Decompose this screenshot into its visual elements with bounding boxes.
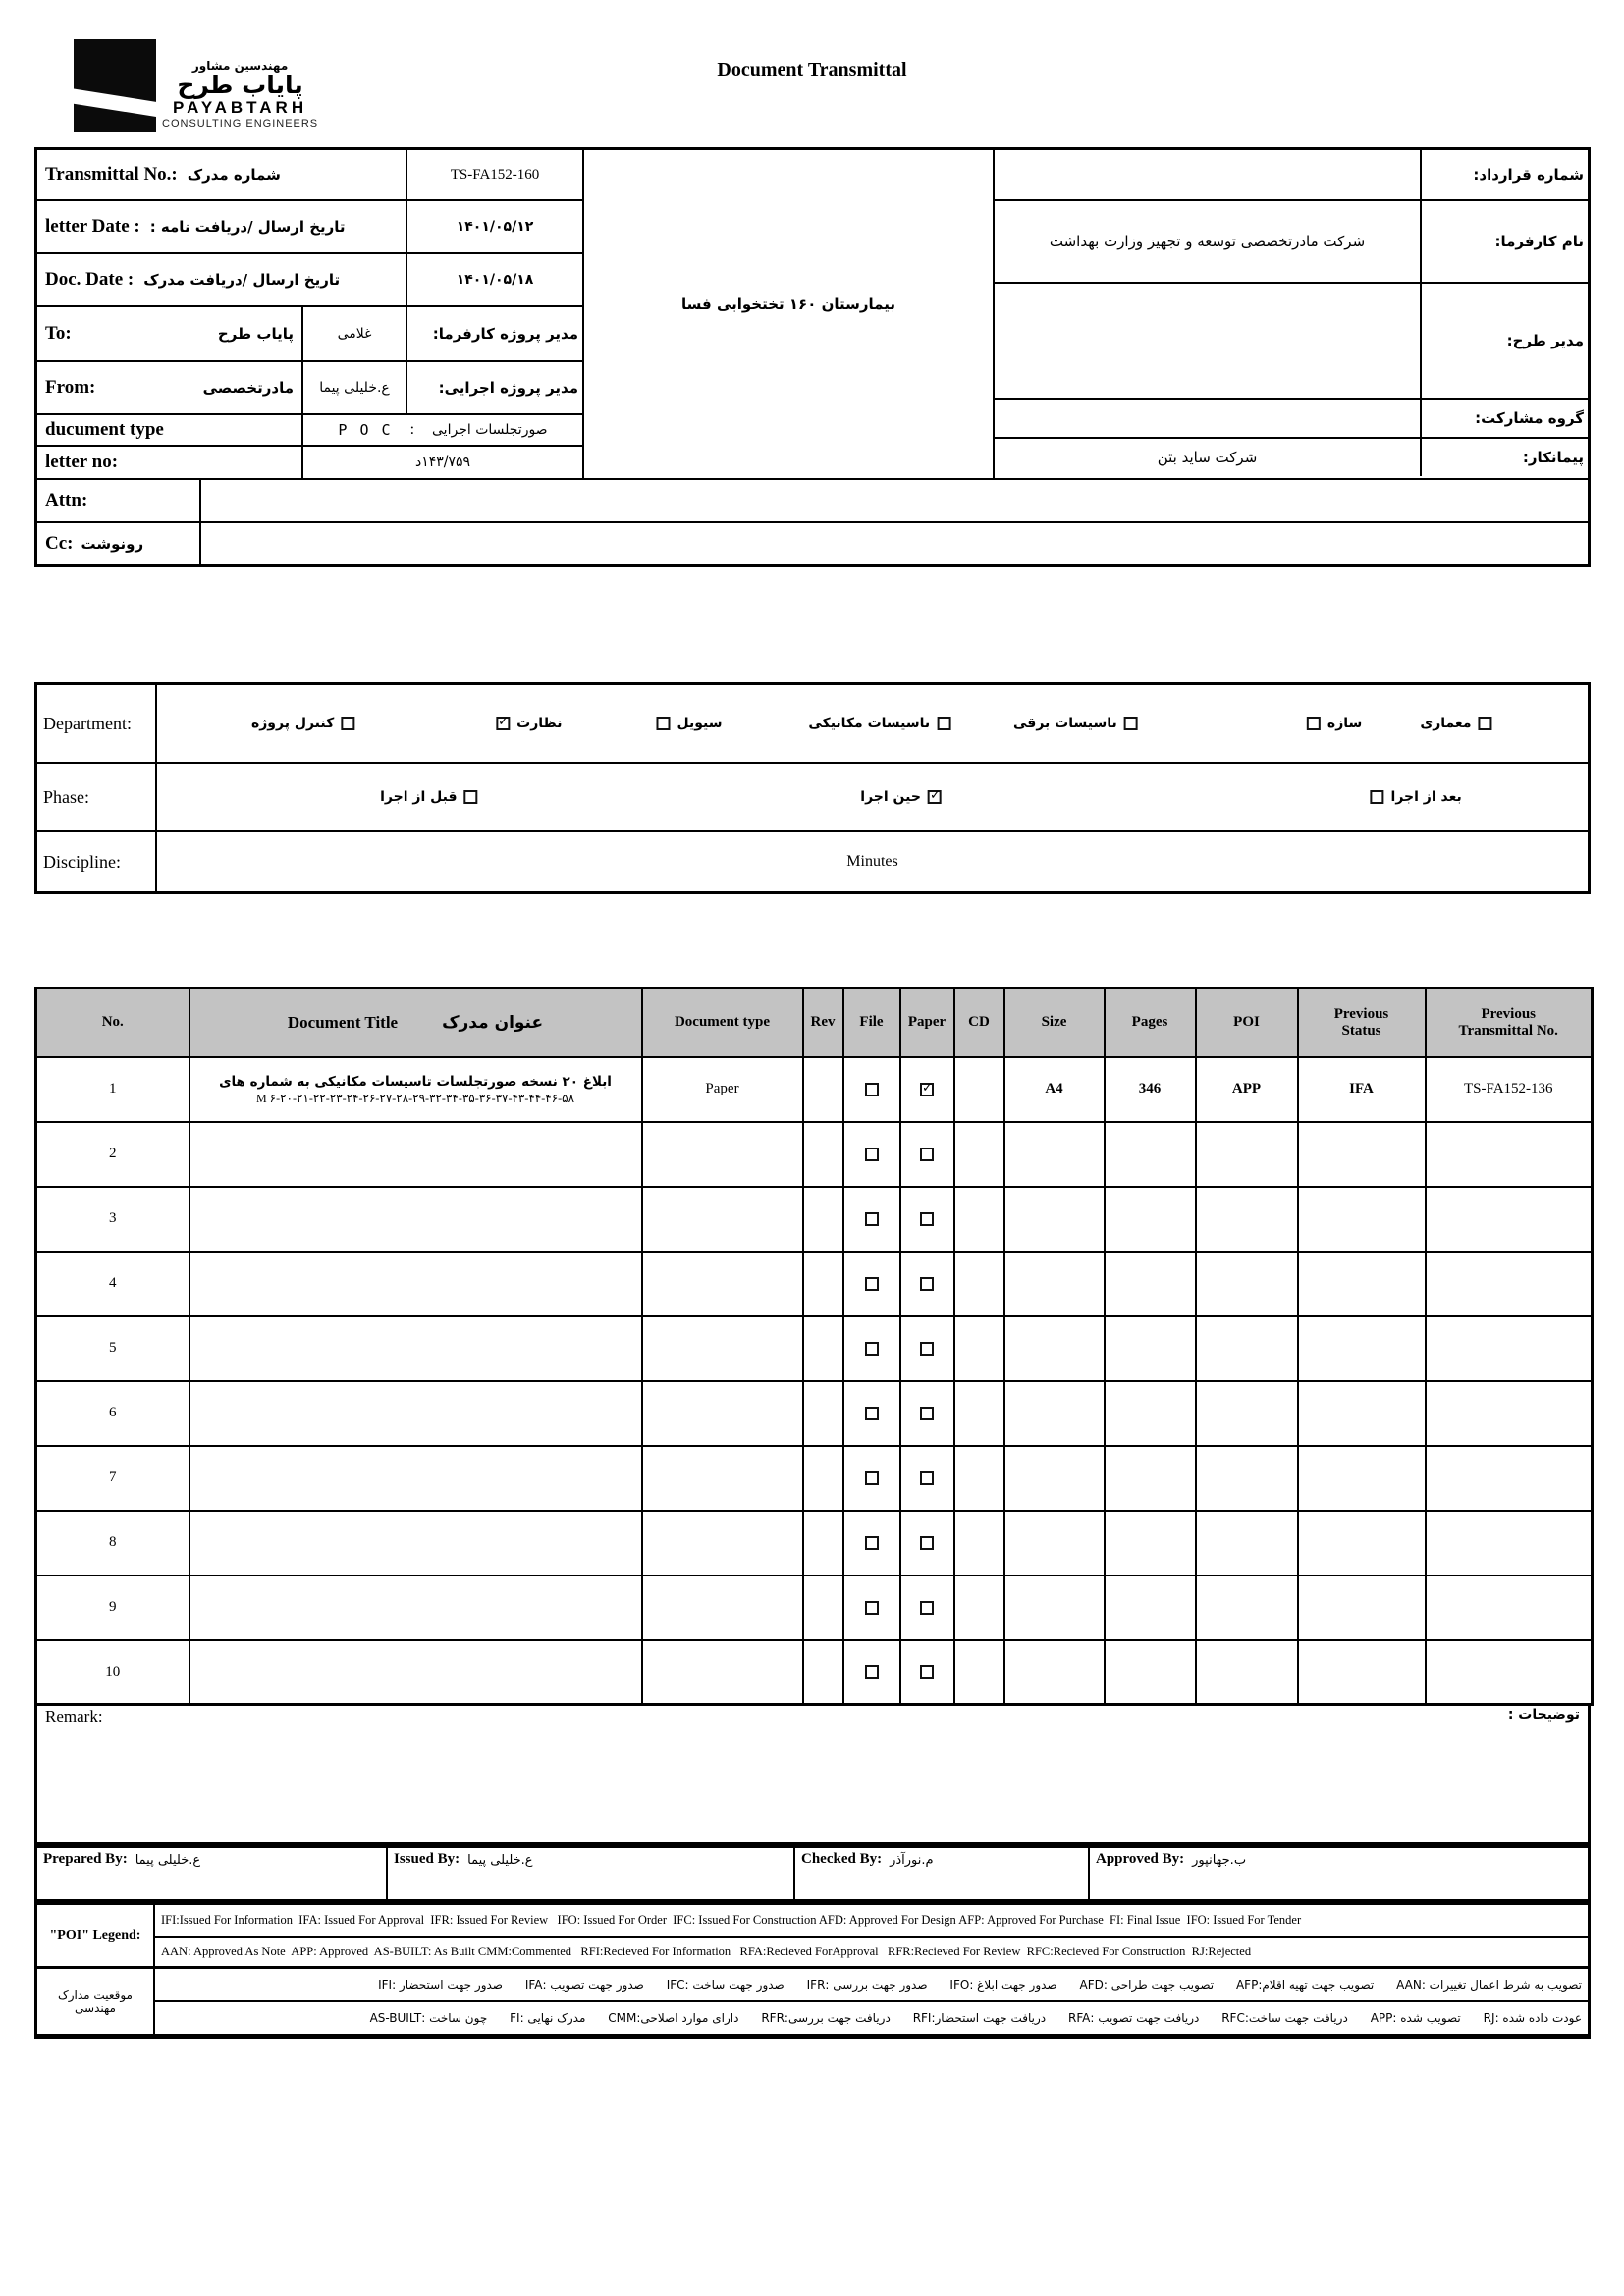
to-label: To: (45, 323, 72, 344)
poi-legend-en-line2: AAN: Approved As Note APP: Approved AS-BUILT: As Built CMM:Commented RFI:Recieved For Information RFA:Recieved ForApproval RFR:Recieved For Review RFC:Recieved For Construction RJ:Rejected (161, 1945, 1252, 1958)
transmittal-no-label: Transmittal No.: (45, 164, 178, 185)
department-option-checkbox[interactable] (341, 717, 354, 730)
transmittal-no-value: TS-FA152-160 (450, 166, 540, 183)
prepared-by-value: ع.خلیلی پیما (135, 1853, 201, 1868)
phase-option[interactable] (380, 789, 477, 805)
file-checkbox[interactable] (865, 1407, 879, 1420)
table-row: 7 (36, 1446, 1593, 1511)
department-option[interactable] (656, 716, 722, 731)
checked-by-label: Checked By: (801, 1851, 883, 1867)
department-options (155, 685, 1588, 762)
classification-table (34, 682, 1591, 894)
paper-checkbox[interactable] (920, 1083, 934, 1096)
letter-date-label-fa: تاریخ ارسال /دریافت نامه : (149, 218, 346, 236)
phase-option-label: قبل از اجرا (380, 789, 458, 805)
checked-by-cell (793, 1848, 1088, 1899)
phase-option-label: حین اجرا (860, 789, 921, 805)
document-type-label: ducument type (45, 419, 164, 440)
paper-checkbox[interactable] (920, 1342, 934, 1356)
letter-date-value: ۱۴۰۱/۰۵/۱۲ (456, 219, 534, 235)
doc-date-value: ۱۴۰۱/۰۵/۱۸ (456, 272, 534, 288)
poi-legend-english (37, 1905, 1588, 1966)
table-row: 2 (36, 1122, 1593, 1187)
col-poi: POI (1196, 988, 1298, 1057)
file-checkbox[interactable] (865, 1601, 879, 1615)
file-checkbox[interactable] (865, 1148, 879, 1161)
col-title-fa: عنوان مدرک (442, 1012, 544, 1033)
attn-value (199, 480, 1588, 521)
executive-pm-label: مدیر پروژه اجرایی: (406, 362, 582, 413)
transmittal-no-label-fa: شماره مدرک (187, 166, 281, 184)
department-option-checkbox[interactable] (656, 717, 670, 730)
document-type-code: P O C (338, 421, 393, 439)
checked-by-value: م.نورآذر (890, 1853, 934, 1868)
col-prev-status: Previous Status (1298, 988, 1426, 1057)
project-name: بیمارستان ۱۶۰ تختخوابی فسا (681, 295, 895, 313)
department-option[interactable] (496, 716, 562, 731)
document-type-row (37, 415, 582, 447)
department-option-label: تاسیسات برقی (1013, 716, 1117, 731)
attn-label: Attn: (45, 490, 88, 510)
logo-company-name: PAYABTARH (173, 98, 308, 117)
issued-by-cell (386, 1848, 793, 1899)
department-label: Department: (43, 713, 132, 733)
to-row (37, 307, 582, 362)
contract-no-row (995, 150, 1588, 201)
col-title-en: Document Title (287, 1012, 399, 1032)
file-checkbox[interactable] (865, 1212, 879, 1226)
col-paper: Paper (900, 988, 954, 1057)
from-person: ع.خلیلی پیما (319, 380, 390, 396)
letter-date-row (37, 201, 582, 254)
department-option-label: تاسیسات مکانیکی (808, 716, 931, 731)
table-row: 3 (36, 1187, 1593, 1252)
department-option-checkbox[interactable] (1124, 717, 1138, 730)
client-pm-label: مدیر پروژه کارفرما: (406, 307, 582, 360)
phase-option-label: بعد از اجرا (1390, 789, 1462, 805)
to-value: پایاب طرح (217, 325, 294, 343)
prepared-by-label: Prepared By: (43, 1851, 128, 1867)
paper-checkbox[interactable] (920, 1471, 934, 1485)
company-logo (74, 39, 318, 132)
contract-no-value (995, 150, 1420, 199)
file-checkbox[interactable] (865, 1665, 879, 1679)
from-row (37, 362, 582, 415)
paper-checkbox[interactable] (920, 1148, 934, 1161)
col-no: No. (36, 988, 189, 1057)
from-label: From: (45, 377, 96, 398)
jv-value (995, 400, 1420, 437)
phase-option-checkbox[interactable] (464, 790, 478, 804)
phase-row (37, 764, 1588, 832)
department-option[interactable] (251, 716, 354, 731)
page-title: Document Transmittal (717, 59, 907, 80)
approved-by-label: Approved By: (1096, 1851, 1185, 1867)
phase-option[interactable] (860, 789, 942, 805)
to-person: غلامی (337, 326, 372, 342)
document-list-table (34, 987, 1594, 1706)
file-checkbox[interactable] (865, 1083, 879, 1096)
remark-label-fa: توضیحات : (1507, 1707, 1580, 1723)
cc-value (199, 523, 1588, 564)
table-row: 9 (36, 1575, 1593, 1640)
paper-checkbox[interactable] (920, 1407, 934, 1420)
doc-date-label-fa: تاریخ ارسال /دریافت مدرک (143, 271, 341, 289)
col-title (189, 988, 642, 1057)
department-option-checkbox[interactable] (1307, 717, 1321, 730)
letter-no-label: letter no: (45, 452, 119, 472)
approved-by-value: ب.جهانپور (1192, 1853, 1247, 1868)
project-manager-value (995, 284, 1420, 398)
project-name-cell (582, 150, 995, 478)
department-row (37, 685, 1588, 764)
department-option-checkbox[interactable] (937, 717, 950, 730)
table-row: 1 ابلاغ ۲۰ نسخه صورتجلسات تاسیسات مکانیکی به شماره های M ۶-۲۰-۲۱-۲۲-۲۳-۲۴-۲۶-۲۷-۲۸-۲۹-۳۲-۳۴-۳۵-۳۶-۳۷-۴۳-۴۴-۴۶-۵۸ Paper ✓ A4 346 APP IFA TS-FA152-136 (36, 1057, 1593, 1122)
file-checkbox[interactable] (865, 1536, 879, 1550)
contractor-label: پیمانکار: (1420, 439, 1588, 476)
from-value: مادرتخصصی (202, 379, 294, 397)
file-checkbox[interactable] (865, 1342, 879, 1356)
logo-company-sub: CONSULTING ENGINEERS (162, 118, 319, 130)
department-option-label: سیویل (677, 716, 723, 731)
phase-option-checkbox[interactable] (928, 790, 942, 804)
letter-no-value: ۱۴۳/۷۵۹د (414, 454, 471, 470)
col-doc-type: Document type (642, 988, 803, 1057)
poi-legend-side-label: موقعیت مدارک مهندسی (37, 1969, 155, 2034)
poi-legend-label: "POI" Legend: (37, 1905, 155, 1966)
table-row: 6 (36, 1381, 1593, 1446)
poi-legend-fa-line2: عودت داده شده :RJ تصویب شده :APP دریافت جهت ساخت:RFC دریافت جهت تصویب :RFA دریافت جهت استحضار:RFI دریافت جهت بررسی:RFR دارای موارد اصلاحی:CMM مدرک نهایی :FI چون ساخت :AS-BUILT (369, 2010, 1582, 2025)
client-label: نام کارفرما: (1420, 201, 1588, 282)
project-manager-row (995, 284, 1588, 400)
discipline-label: Discipline: (43, 851, 121, 872)
issued-by-value: ع.خلیلی پیما (467, 1853, 533, 1868)
signature-row (34, 1845, 1591, 1902)
document-type-value-fa: صورتجلسات اجرایی (432, 422, 548, 438)
col-cd: CD (954, 988, 1004, 1057)
transmittal-info-table (34, 147, 1591, 567)
poi-legend (34, 1902, 1591, 2039)
letter-no-row (37, 447, 582, 478)
paper-checkbox[interactable] (920, 1277, 934, 1291)
logo-mark-icon (74, 39, 156, 132)
col-rev: Rev (803, 988, 843, 1057)
doc-table-header-row (36, 988, 1593, 1057)
phase-option[interactable] (1371, 789, 1462, 805)
letter-date-label: letter Date : (45, 216, 140, 237)
jv-label: گروه مشارکت: (1420, 400, 1588, 437)
attn-row (37, 478, 1588, 521)
cc-label-fa: رونوشت (81, 535, 144, 553)
table-row: 5 (36, 1316, 1593, 1381)
department-option-label: نظارت (516, 716, 563, 731)
project-manager-label: مدیر طرح: (1420, 284, 1588, 398)
paper-checkbox[interactable] (920, 1212, 934, 1226)
table-row: 8 (36, 1511, 1593, 1575)
logo-fa-line2: پایاب طرح (177, 70, 303, 99)
col-file: File (843, 988, 900, 1057)
discipline-row (37, 832, 1588, 891)
poi-legend-persian (37, 1966, 1588, 2034)
phase-option-checkbox[interactable] (1371, 790, 1384, 804)
phase-options (155, 764, 1588, 830)
paper-checkbox[interactable] (920, 1536, 934, 1550)
contract-no-label: شماره قرارداد: (1420, 150, 1588, 199)
department-option[interactable] (1013, 716, 1138, 731)
department-option-label: معماری (1420, 716, 1472, 731)
transmittal-no-row (37, 150, 582, 201)
department-option[interactable] (1307, 716, 1362, 731)
col-prev-transmittal: Previous Transmittal No. (1426, 988, 1593, 1057)
approved-by-cell (1088, 1848, 1588, 1899)
document-type-colon: : (409, 421, 415, 438)
paper-checkbox[interactable] (920, 1601, 934, 1615)
department-option-checkbox[interactable] (496, 717, 510, 730)
phase-label: Phase: (43, 786, 89, 807)
cc-label: Cc: (45, 533, 74, 554)
contractor-value: شرکت ساید بتن (1157, 449, 1258, 466)
department-option-label: کنترل پروژه (250, 716, 335, 731)
doc-date-label: Doc. Date : (45, 269, 135, 290)
client-row (995, 201, 1588, 284)
contractor-row (995, 439, 1588, 476)
cc-row (37, 521, 1588, 564)
doc-date-row (37, 254, 582, 307)
table-row: 4 (36, 1252, 1593, 1316)
department-option[interactable] (808, 716, 950, 731)
department-option-label: سازه (1326, 716, 1363, 731)
col-pages: Pages (1105, 988, 1196, 1057)
department-option[interactable] (1420, 716, 1491, 731)
discipline-value: Minutes (155, 832, 1588, 891)
paper-checkbox[interactable] (920, 1665, 934, 1679)
logo-fa-line1: مهندسین مشاور (191, 58, 289, 73)
issued-by-label: Issued By: (394, 1851, 460, 1867)
remark-section (34, 1703, 1591, 1845)
client-value: شرکت مادرتخصصی توسعه و تجهیز وزارت بهداشت (1049, 233, 1366, 250)
department-option-checkbox[interactable] (1479, 717, 1492, 730)
poi-legend-en-line1: IFI:Issued For Information IFA: Issued For Approval IFR: Issued For Review IFO: Issued For Order IFC: Issued For Construction AFD: Approved For Design AFP: Approved For Purchase FI: Final Issue IFO: Issued For Tender (155, 1905, 1588, 1938)
col-size: Size (1004, 988, 1105, 1057)
jv-row (995, 400, 1588, 439)
table-row: 10 (36, 1640, 1593, 1705)
remark-label: Remark: (45, 1707, 103, 1726)
poi-legend-fa-line1: تصویب به شرط اعمال تغییرات :AAN تصویب جهت تهیه اقلام:AFP تصویب جهت طراحی :AFD صدور جهت ابلاغ :IFO صدور جهت بررسی :IFR صدور جهت ساخت :IFC صدور جهت تصویب :IFA صدور جهت استحضار :IFI (155, 1969, 1588, 2002)
prepared-by-cell (37, 1848, 386, 1899)
file-checkbox[interactable] (865, 1471, 879, 1485)
file-checkbox[interactable] (865, 1277, 879, 1291)
